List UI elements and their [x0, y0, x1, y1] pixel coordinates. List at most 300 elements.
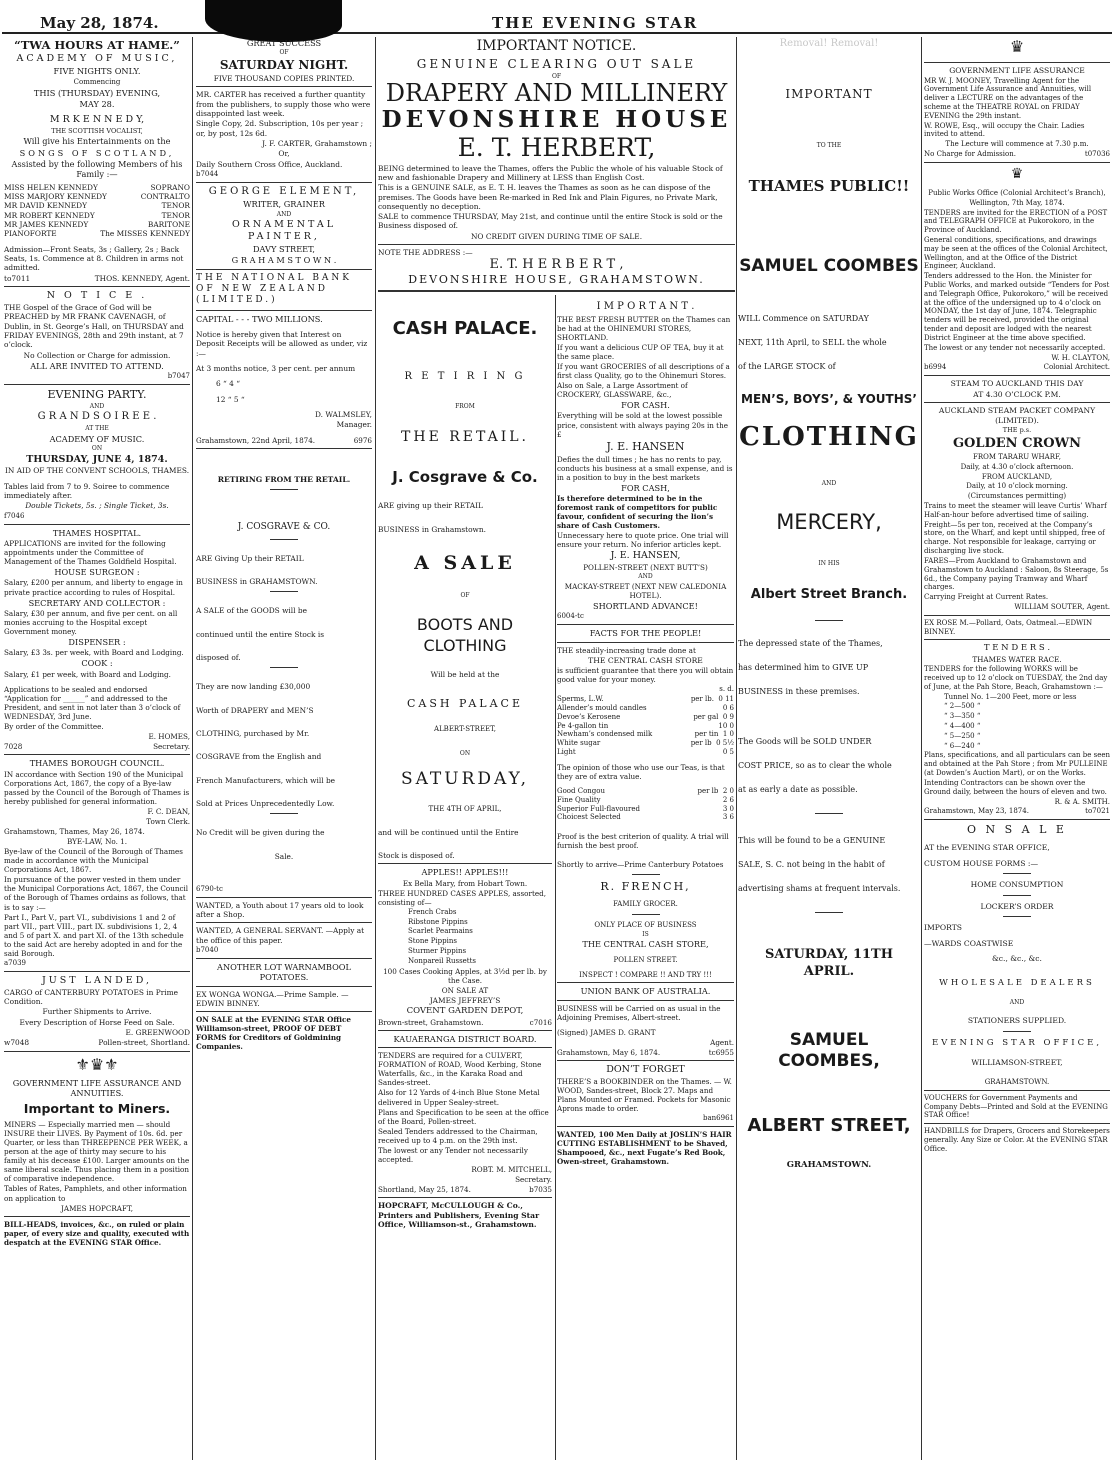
ad-text: AND — [638, 573, 653, 581]
ad-text: IMPORTS — [924, 923, 962, 933]
divider — [924, 639, 1110, 640]
ad-text: MACKAY-STREET (NEXT NEW CALEDONIA HOTEL). — [564, 582, 727, 601]
ad-text: HOME CONSUMPTION — [970, 880, 1064, 890]
ad-text: Salary, £200 per annum, and liberty to engage in private practice according to rules of Hospital. — [4, 578, 183, 597]
ad-headline: ACADEMY OF MUSIC, — [16, 53, 178, 65]
ad-headline: G R A N D S O I R E E . — [37, 411, 157, 423]
ad-text: ARE Giving Up their RETAIL — [196, 553, 304, 563]
divider — [924, 62, 1110, 63]
ad-text: FIVE THOUSAND COPIES PRINTED. — [213, 73, 355, 83]
ad-subhead: SECRETARY AND COLLECTOR : — [28, 597, 166, 608]
ad-text: WANTED, 100 Men Daily at JOSLIN’S HAIR CUTTING ESTABLISHMENT to be Shaved, Shampooed, &c., next Fugate’s Red Book, Owen-street, Grahamstown. — [557, 1130, 732, 1167]
ad-text: Every Description of Horse Feed on Sale. — [19, 1017, 175, 1027]
ad-headline: J. E. HANSEN, — [610, 550, 681, 562]
ad-signature: E. GREENWOOD — [125, 1027, 190, 1037]
ad-headline: DEVONSHIRE HOUSE, GRAHAMSTOWN. — [408, 273, 705, 287]
divider — [196, 922, 372, 923]
ad-text: FROM TARARU WHARF, — [973, 452, 1061, 461]
ad-headline: FACTS FOR THE PEOPLE! — [589, 628, 702, 639]
ad-text: THERE’S a BOOKBINDER on the Thames. — W. WOOD, Sandes-street, Block 27. Maps and Plans Mounted or Framed. Pockets for Masonic Aprons made to order. — [557, 1077, 732, 1114]
ad-headline: MEN’S, BOYS’, & YOUTHS’ — [741, 391, 917, 406]
ad-text: Tables of Rates, Pamphlets, and other information on application to — [4, 1184, 187, 1203]
ad-text: CARGO of CANTERBURY POTATOES in Prime Condition. — [4, 987, 178, 1006]
ad-text: Tenders addressed to the Hon. the Minister for Public Works, and marked outside “Tenders for Post and Telegraph Office, Pukorokoro,” will be received at the office of the undersigned up to 4 o’clock on MONDAY, the 1st day of June, 1874. Telegraphic tenders will be received, provided the original tender and deposit are lodged with the nearest District Engineer at the time above specified. — [924, 272, 1110, 342]
ad-text: Grahamstown, Thames, May 26, 1874. — [4, 827, 145, 836]
tunnel-list — [924, 693, 1110, 751]
ad-text: If you want GROCERIES of all descriptions of a first class Quality, go to the Ohinemuri Stores. — [557, 361, 730, 380]
ad-footer: Grahamstown, May 23, 1874. to7021 — [924, 807, 1110, 816]
cast-row: MR JAMES KENNEDY BARITONE — [4, 220, 190, 230]
ad-headline: DRAPERY AND MILLINERY — [385, 79, 728, 108]
ad-text: at as early a date as possible. — [738, 784, 858, 794]
table-row: Newham’s condensed milk per tin 1 0 — [557, 730, 734, 739]
ad-headline: GEORGE ELEMENT, — [208, 185, 360, 197]
ad-text: The depressed state of the Thames, — [738, 638, 883, 648]
ad-text: CAPITAL - - - TWO MILLIONS. — [196, 313, 323, 324]
ad-signature: J. F. CARTER, Grahamstown ; — [262, 138, 372, 148]
ad-headline: CASH PALACE — [406, 697, 523, 711]
ad-headline: CASH PALACE. — [392, 318, 538, 339]
ad-text: Public Works Office (Colonial Architect’s Branch), — [928, 188, 1106, 197]
column-1 — [4, 37, 190, 1460]
divider — [196, 986, 372, 987]
ad-text: STATIONERS SUPPLIED. — [967, 1016, 1067, 1026]
ad-signature: F. C. DEAN, — [147, 806, 190, 816]
tea-table — [557, 787, 734, 822]
divider — [196, 897, 372, 898]
masthead-rule — [2, 32, 1112, 34]
divider — [815, 912, 843, 913]
ad-headline: I M P O R T A N T . — [596, 301, 695, 312]
ad-text: BUSINESS in GRAHAMSTOWN. — [196, 577, 318, 587]
ad-signature: JAMES HOPCRAFT, — [61, 1203, 133, 1213]
ad-text: The opinion of those who use our Teas, is that they are of extra value. — [557, 762, 725, 781]
ad-text: Everything will be sold at the lowest possible price, consistent with always paying 20s in the £ — [557, 411, 728, 439]
ad-text: TO THE — [816, 141, 842, 149]
ad-headline: Important to Miners. — [23, 1101, 171, 1117]
ad-text: BILL-HEADS, invoices, &c., on ruled or plain paper, of every size and quality, executed with despatch at the EVENING STAR Office. — [4, 1219, 190, 1247]
divider — [924, 615, 1110, 616]
ad-text: BUSINESS in these premises. — [738, 686, 860, 696]
ad-text: The Goods will be SOLD UNDER — [738, 736, 872, 746]
ad-headline: A SALE — [414, 551, 516, 574]
ad-text: AND — [1009, 998, 1025, 1006]
ad-text: —WARDS COASTWISE — [924, 938, 1014, 948]
ad-text: The lowest or any Tender not necessarily accepted. — [378, 1145, 528, 1164]
ad-headline: BOOTS AND CLOTHING — [416, 615, 514, 655]
divider — [4, 384, 190, 385]
ad-signature: R. & A. SMITH. — [1054, 797, 1110, 806]
ad-text: Is therefore determined to be in the foremost rank of competitors for public favour, confident of securing the lion’s share of Cash Customers. — [557, 494, 718, 531]
table-row: Good Congou per lb 2 0 — [557, 786, 734, 795]
ad-signature: ROBT. M. MITCHELL, — [471, 1164, 552, 1174]
ad-text: Sold at Prices Unprecedentedly Low. — [196, 798, 335, 808]
ad-text: LOCKER’S ORDER — [980, 901, 1054, 911]
divider — [557, 1126, 734, 1127]
ad-text: ACADEMY OF MUSIC. — [49, 433, 145, 444]
divider — [4, 1216, 190, 1217]
ad-text: disposed of. — [196, 653, 241, 663]
ad-headline: E. T. H E R B E R T , — [489, 257, 624, 273]
ad-text: Trains to meet the steamer will leave Curtis’ Wharf Half-an-hour before advertised time of sailing. — [924, 502, 1107, 519]
divider — [557, 624, 734, 625]
list-item: Nonpareil Russetts — [408, 956, 477, 965]
ad-headline: SAMUEL COOMBES — [739, 256, 919, 277]
ad-text: W. ROWE, Esq., will occupy the Chair. Ladies invited to attend. — [924, 121, 1085, 139]
ad-text: 100 Cases Cooking Apples, at 3½d per lb. by the Case. — [383, 966, 547, 985]
ad-text: POLLEN-STREET (NEXT BUTT’S) — [583, 563, 708, 573]
ad-subhead: FOR CASH, — [621, 482, 670, 493]
ad-text: WANTED, a Youth about 17 years old to look after a Shop. — [196, 900, 364, 920]
ad-text: BEING determined to leave the Thames, offers the Public the whole of his valuable Stock of new and fashionable Drapery and Millinery at LESS than English Cost. — [378, 163, 723, 182]
ad-signature: E. HOMES, — [148, 732, 190, 742]
ad-text: Daily, at 4.30 o’clock afternoon. — [960, 462, 1074, 471]
ad-text: Notice is hereby given that Interest on Deposit Receipts will be allowed as under, viz :— — [196, 330, 368, 358]
divider — [924, 1090, 1110, 1091]
coat-of-arms-icon: ♛ — [1009, 37, 1025, 56]
divider — [378, 863, 552, 864]
ad-headline: M R K E N N E D Y, — [49, 114, 145, 126]
divider — [4, 754, 190, 755]
masthead — [0, 0, 1114, 34]
ad-signature: D. WALMSLEY, — [314, 410, 372, 420]
ad-code: b7040 — [196, 946, 219, 955]
ad-text: In pursuance of the power vested in them under the Municipal Corporations Act, 1867, the Council of the Borough of Thames ordains as follows, that is to say :— — [4, 875, 189, 912]
ad-text: HANDBILLS for Drapers, Grocers and Storekeepers generally. Any Size or Color. At the EVENING STAR Office. — [924, 1127, 1110, 1153]
ad-code: ban6961 — [703, 1114, 734, 1123]
ad-headline: E. T. HERBERT, — [457, 132, 656, 162]
ad-text: 6 “ 4 “ — [216, 379, 241, 389]
ad-text: AT THE — [85, 425, 109, 433]
ad-text: SALE, S. C. not being in the habit of — [738, 860, 885, 870]
ad-text: Tables laid from 7 to 9. Soiree to commence immediately after. — [4, 481, 170, 501]
ad-headline: GENUINE CLEARING OUT SALE — [416, 56, 697, 71]
ad-text: A SALE of the GOODS will be — [196, 606, 307, 616]
ad-signature: WILLIAM SOUTER, Agent. — [1014, 602, 1110, 611]
ad-text: THE SCOTTISH VOCALIST, — [51, 127, 143, 136]
ad-text: WANTED, A GENERAL SERVANT. —Apply at the office of this paper. — [196, 926, 365, 945]
ad-text: Applications to be sealed and endorsed “Application for ______” and addressed to the President, and sent in not later than 3 o’clock of WEDNESDAY, 3rd June. — [4, 684, 181, 722]
divider — [270, 489, 298, 490]
ad-text: They are now landing £30,000 — [196, 682, 311, 692]
ad-text: Salary, £3 3s. per week, with Board and Lodging. — [4, 648, 184, 658]
ad-text: THE Gospel of the Grace of God will be PREACHED by MR FRANK CAVENAGH, of Dublin, in St. George’s Hall, on THURSDAY and FRIDAY EVENINGS, 28th and 29th instant, at 7 o’clock. — [4, 302, 184, 350]
ad-headline: J. Cosgrave & Co. — [392, 468, 538, 487]
ad-text: (Circumstances permitting) — [967, 492, 1067, 501]
ad-text: GRAHAMSTOWN. — [984, 1078, 1050, 1087]
divider — [557, 642, 734, 643]
ad-text: ONLY PLACE OF BUSINESS — [594, 921, 697, 930]
ad-text: Sale. — [274, 851, 294, 861]
cast-row: MR ROBERT KENNEDY TENOR — [4, 210, 190, 220]
list-item: Sturmer Pippins — [408, 946, 467, 955]
ad-text: No Collection or Charge for admission. — [23, 350, 171, 360]
ad-text: Wellington, 7th May, 1874. — [969, 198, 1065, 207]
ad-text: IS — [642, 930, 649, 938]
column-5 — [738, 37, 920, 1460]
ad-headline: SATURDAY, — [400, 769, 530, 790]
ad-text: NO CREDIT GIVEN DURING TIME OF SALE. — [470, 231, 643, 241]
ad-headline: ALBERT STREET, — [747, 1114, 911, 1136]
ad-text: Salary, £1 per week, with Board and Lodging. — [4, 669, 171, 679]
ad-text: &c., &c., &c. — [992, 954, 1042, 964]
ad-headline: KAUAERANGA DISTRICT BOARD. — [393, 1033, 537, 1044]
ad-headline: J. E. HANSEN — [606, 439, 685, 453]
ad-headline: AT 4.30 O’CLOCK P.M. — [973, 389, 1061, 399]
ad-footer: Grahamstown, May 6, 1874. tc6955 — [557, 1047, 734, 1057]
divider — [815, 813, 843, 814]
ad-headline: EVENING STAR OFFICE, — [931, 1037, 1103, 1048]
ad-text: OF — [279, 49, 289, 57]
ad-text: IN HIS — [818, 559, 840, 567]
ad-text: ON — [459, 749, 471, 757]
table-row: Choicest Selected 3 6 — [557, 813, 734, 822]
ad-text: Admission—Front Seats, 3s ; Gallery, 2s ; Back Seats, 1s. Commence at 8. Children in arms not admitted. — [4, 244, 184, 273]
ad-signature: Agent. — [710, 1037, 734, 1047]
ad-text: Commencing — [73, 77, 121, 86]
ad-headline: ANOTHER LOT WARNAMBOOL POTATOES. — [217, 961, 351, 983]
ad-text: TENDERS are invited for the ERECTION of a POST and TELEGRAPH OFFICE at Pukorokoro, in the Province of Auckland. — [924, 208, 1108, 235]
table-row: Fine Quality 2 6 — [557, 795, 734, 804]
column-rule — [375, 37, 376, 1460]
column-rule — [192, 37, 193, 1460]
ad-text: Ex Bella Mary, from Hobart Town. — [402, 878, 528, 888]
table-row: Superior Full-flavoured 3 0 — [557, 804, 734, 813]
ad-text: THE 4TH OF APRIL, — [428, 804, 502, 813]
ad-text: GRAHAMSTOWN. — [786, 1159, 872, 1170]
divider — [196, 86, 372, 87]
ad-text: Also on Sale, a Large Assortment of CROCKERY, GLASSWARE, &c., — [557, 381, 688, 400]
ad-text: MAY 28. — [79, 98, 115, 109]
list-item: “ 5—250 “ — [944, 731, 981, 740]
divider — [270, 591, 298, 592]
ad-text: of the LARGE STOCK of — [738, 361, 836, 371]
ad-text: COST PRICE, so as to clear the whole — [738, 760, 892, 770]
ad-text: Intending Contractors can be shown over the Ground daily, between the hours of eleven and two. — [924, 778, 1107, 796]
ad-text: THE p.s. — [1002, 426, 1032, 435]
ad-text: has determined him to GIVE UP — [738, 662, 869, 672]
divider — [378, 1030, 552, 1031]
ad-subhead: FOR CASH. — [621, 400, 670, 411]
ad-headline: MERCERY, — [776, 510, 882, 535]
column-2 — [196, 37, 372, 1460]
ad-text: ALL ARE INVITED TO ATTEND. — [30, 360, 164, 371]
ad-text: AT the EVENING STAR OFFICE, — [924, 843, 1050, 852]
cast-row: PIANOFORTE The MISSES KENNEDY — [4, 229, 190, 239]
ad-text: The lowest or any tender not necessarily accepted. — [924, 343, 1106, 352]
table-row: Light 0 5 — [557, 748, 734, 757]
ad-footer: 7028 Secretary. — [4, 742, 190, 752]
ad-text: No Credit will be given during the — [196, 828, 325, 838]
list-item: “ 3—350 “ — [944, 712, 981, 721]
ad-text: Proof is the best criterion of quality. A trial will furnish the best proof. — [557, 832, 729, 851]
ad-headline: J. COSGRAVE & CO. — [237, 522, 331, 533]
ad-text: and will be continued until the Entire — [378, 827, 519, 837]
ad-headline: IMPORTANT — [785, 86, 873, 101]
ad-code: 6790-tc — [196, 884, 223, 893]
column-rule — [736, 37, 737, 1460]
ad-text: Also for 12 Yards of 4-inch Blue Stone Metal delivered in Upper Sealey-street. — [378, 1088, 540, 1107]
ad-text: EX ROSE M.—Pollard, Oats, Oatmeal.—EDWIN BINNEY. — [924, 618, 1093, 636]
ad-footer: w7048 Pollen-street, Shortland. — [4, 1038, 190, 1048]
ad-text: Carrying Freight at Current Rates. — [924, 593, 1049, 602]
column-6 — [924, 37, 1110, 1460]
ad-text: Daily, at 10 o’clock morning. — [966, 482, 1068, 491]
ad-text: Daily Southern Cross Office, Auckland. — [196, 159, 343, 169]
ad-text: ON — [91, 444, 103, 452]
ad-headline: T E N D E R S . — [983, 643, 1051, 654]
ad-signature: W. H. CLAYTON, — [1051, 353, 1110, 362]
ad-text: HOPCRAFT, McCULLOUGH & Co., Printers and Publishers, Evening Star Office, Williamson-st., Grahamstown. — [378, 1201, 540, 1230]
coat-of-arms-icon: ♛ — [1010, 165, 1024, 182]
divider — [1003, 895, 1031, 896]
divider — [1003, 916, 1031, 917]
ad-headline: THURSDAY, JUNE 4, 1874. — [26, 453, 168, 465]
table-row: Allender’s mould candles 0 6 — [557, 703, 734, 712]
ad-subhead: THE CENTRAL CASH STORE — [588, 655, 703, 665]
divider — [378, 1047, 552, 1048]
ad-headline: ORNAMENTAL PAINTER, — [231, 219, 337, 243]
divider — [4, 524, 190, 525]
ad-headline: SATURDAY, 11TH APRIL. — [765, 947, 893, 979]
ad-text: Unnecessary here to quote price. One trial will ensure your return. No inferior articles kept. — [557, 531, 729, 550]
ad-text: MR W. J. MOONEY, Travelling Agent for the Government Life Assurance and Annuities, will deliver a LECTURE on the advantages of the scheme at the THEATRE ROYAL on FRIDAY EVENING the 29th instant. — [924, 76, 1092, 120]
ad-text: DAVY STREET, — [252, 244, 316, 255]
ad-text: FARES—From Auckland to Grahamstown and Grahamstown to Auckland : Saloon, 8s Steerage, 5s 6d., the Company paying Tramway and Wharf charges. — [924, 556, 1109, 592]
ad-text: Sealed Tenders addressed to the Chairman, received up to 4 p.m. on the 29th inst. — [378, 1126, 538, 1145]
divider — [924, 1123, 1110, 1124]
ad-text: FROM — [455, 403, 475, 411]
ad-headline: R E T I R I N G — [404, 370, 526, 382]
ad-text: French Manufacturers, which will be — [196, 775, 336, 785]
ad-text: If you want a delicious CUP OF TEA, buy it at the same place. — [557, 342, 724, 361]
ad-text: WILL Commence on SATURDAY — [738, 313, 869, 323]
ad-code: b7044 — [196, 169, 219, 178]
ad-text: Worth of DRAPERY and MEN’S — [196, 705, 314, 715]
ad-signature: Manager. — [336, 420, 372, 430]
ad-text: Part I., Part V., part VI., subdivisions 1 and 2 of part VII., part VIII., part IX. subdivisions 1, 2, 4 and 5 of part X. and part XI. of the 13th schedule to the said Act are hereby adopted in and for the said Borough. — [4, 912, 184, 958]
ad-code: b7047 — [167, 372, 190, 381]
ad-text: AND — [821, 479, 837, 487]
ad-text: FROM AUCKLAND, — [981, 472, 1053, 481]
ad-signature: Secretary. — [515, 1175, 552, 1185]
ad-text: General conditions, specifications, and drawings may be seen at the offices of the Colonial Architect, Wellington, and at the Office of the District Engineer, Auckland. — [924, 235, 1108, 271]
divider — [270, 539, 298, 540]
ad-headline: APPLES!! APPLES!!! — [421, 867, 509, 878]
ad-headline: EVENING PARTY. — [47, 388, 147, 402]
divider — [196, 1011, 372, 1012]
ad-text: (Signed) JAMES D. GRANT — [557, 1027, 656, 1037]
ad-headline: CLOTHING — [739, 421, 919, 452]
divider — [4, 1051, 190, 1052]
ad-text: Plans and Specification to be seen at the office of the Board, Pollen-street. — [378, 1107, 549, 1126]
ad-text: TENDERS are required for a CULVERT, FORMATION of ROAD, Wood Kerbing, Stone Waterfalls, &c., in the Karaka Road and Sandes-street. — [378, 1051, 542, 1088]
divider — [924, 375, 1110, 376]
ad-text: NEXT, 11th April, to SELL the whole — [738, 337, 887, 347]
ad-text: THIS (THURSDAY) EVENING, — [33, 87, 161, 98]
ad-text: SALE to commence THURSDAY, May 21st, and continue until the entire Stock is sold or the Business disposed of. — [378, 212, 723, 231]
ad-headline: Albert Street Branch. — [750, 587, 908, 603]
ad-text: Will give his Entertainments on the — [23, 136, 171, 147]
cash-palace-advertisement — [378, 317, 552, 1231]
ad-text: Salary, £30 per annum, and five per cent. on all monies accruing to the Hospital except Government money. — [4, 608, 178, 637]
divider — [196, 448, 372, 449]
ad-headline: R. FRENCH, — [600, 880, 691, 894]
ad-text: Defies the dull times ; he has no rents to pay, conducts his business at a small expense, and is in a position to buy in the best markets — [557, 454, 733, 482]
divider — [557, 982, 734, 983]
ad-text: This is a GENUINE SALE, as E. T. H. leaves the Thames as soon as he can dispose of the premises. The Goods have been Re-marked in Red Ink and Plain Figures, no Private Mark, consequently no deception. — [378, 183, 718, 211]
divider — [632, 874, 660, 875]
ad-text: The Lecture will commence at 7.30 p.m. — [945, 140, 1089, 149]
ad-subhead: HOUSE SURGEON : — [54, 567, 140, 578]
divider — [378, 1197, 552, 1198]
list-item: “ 2—500 “ — [944, 702, 981, 711]
table-row: White sugar per lb 0 5½ — [557, 739, 734, 748]
ad-text: JAMES JEFFREY’S — [429, 995, 501, 1005]
ad-text: CUSTOM HOUSE FORMS :— — [924, 858, 1039, 868]
ad-text: IN accordance with Section 190 of the Municipal Corporations Act, 1867, the copy of a Bye-law passed by the Council of the Borough of Thames is hereby published for general information. — [4, 769, 190, 806]
divider — [196, 269, 372, 270]
ad-code: 6004-tc — [557, 612, 584, 621]
ad-headline: IMPORTANT NOTICE. — [476, 38, 637, 54]
divider — [924, 819, 1110, 820]
ad-text: OF — [551, 72, 562, 80]
ad-text: Further Shipments to Arrive. — [42, 1007, 152, 1017]
ad-text: NOTE THE ADDRESS :— — [378, 248, 473, 258]
ad-footer: Brown-street, Grahamstown. c7016 — [378, 1017, 552, 1027]
cast-row: MISS MARJORY KENNEDY CONTRALTO — [4, 192, 190, 202]
ad-text: VOUCHERS for Government Payments and Company Debts—Printed and Sold at the EVENING STAR Office! — [924, 1093, 1108, 1120]
ad-headline: N O T I C E . — [46, 290, 148, 301]
divider — [196, 310, 372, 311]
ad-subhead: THE CENTRAL CASH STORE, — [582, 939, 709, 950]
ad-text: ARE giving up their RETAIL — [378, 501, 483, 511]
divider — [378, 244, 735, 245]
ad-text: THREE HUNDRED CASES APPLES, assorted, consisting of— — [378, 888, 546, 907]
ad-headline: THAMES HOSPITAL. — [52, 527, 142, 538]
ad-text: Single Copy, 2d. Subscription, 10s per year ; or, by post, 12s 6d. — [196, 119, 364, 138]
ad-text: AND — [276, 210, 292, 218]
ad-headline: SATURDAY NIGHT. — [219, 57, 349, 72]
ad-subhead: SHORTLAND ADVANCE! — [593, 601, 698, 612]
ad-text: By order of the Committee. — [4, 722, 104, 732]
ad-text: At 3 months notice, 3 per cent. per annum — [196, 364, 356, 374]
column-rule — [921, 37, 922, 1460]
ad-text: ALBERT-STREET, — [433, 724, 497, 733]
ad-headline: THAMES PUBLIC!! — [748, 177, 910, 196]
column-4 — [557, 300, 734, 1460]
ad-headline: GREAT SUCCESS — [246, 38, 322, 48]
ad-code: f7046 — [4, 511, 25, 520]
divider — [924, 162, 1110, 163]
ad-text: Freight—5s per ton, received at the Company’s store, on the Wharf, and kept until shipped, free of charge. Not responsible for leakage, carrying or discharging live stock. — [924, 520, 1105, 556]
ad-headline: STEAM TO AUCKLAND THIS DAY — [950, 379, 1084, 389]
ad-headline: THE NATIONAL BANK OF NEW ZEALAND (LIMITED.) — [196, 272, 353, 306]
ad-text: BUSINESS will be Carried on as usual in the Adjoining Premises, Albert-street. — [557, 1003, 721, 1022]
cast-row: MISS HELEN KENNEDY SOPRANO — [4, 182, 190, 192]
ad-text: APPLICATIONS are invited for the following appointments under the Committee of Management of the Thames Goldfield Hospital. — [4, 538, 177, 567]
ad-text: Assisted by the following Members of his Family :— — [11, 159, 183, 180]
ad-headline: WHOLESALE DEALERS — [939, 977, 1095, 988]
ad-text: 12 “ 5 “ — [216, 394, 245, 404]
ad-code: a7039 — [4, 958, 26, 967]
ad-text: Plans, specifications, and all particulars can be seen and obtained at the Pah Store ; from Mr PULLEINE (at Dowden’s Auction Mart), or on the Works. — [924, 751, 1111, 778]
ad-subhead: COOK : — [81, 658, 113, 669]
divider — [632, 914, 660, 915]
ad-subhead: DISPENSER : — [68, 637, 126, 648]
ad-text: INSPECT ! COMPARE !! AND TRY !!! — [579, 970, 712, 979]
ad-text: IN AID OF THE CONVENT SCHOOLS, THAMES. — [4, 466, 190, 476]
